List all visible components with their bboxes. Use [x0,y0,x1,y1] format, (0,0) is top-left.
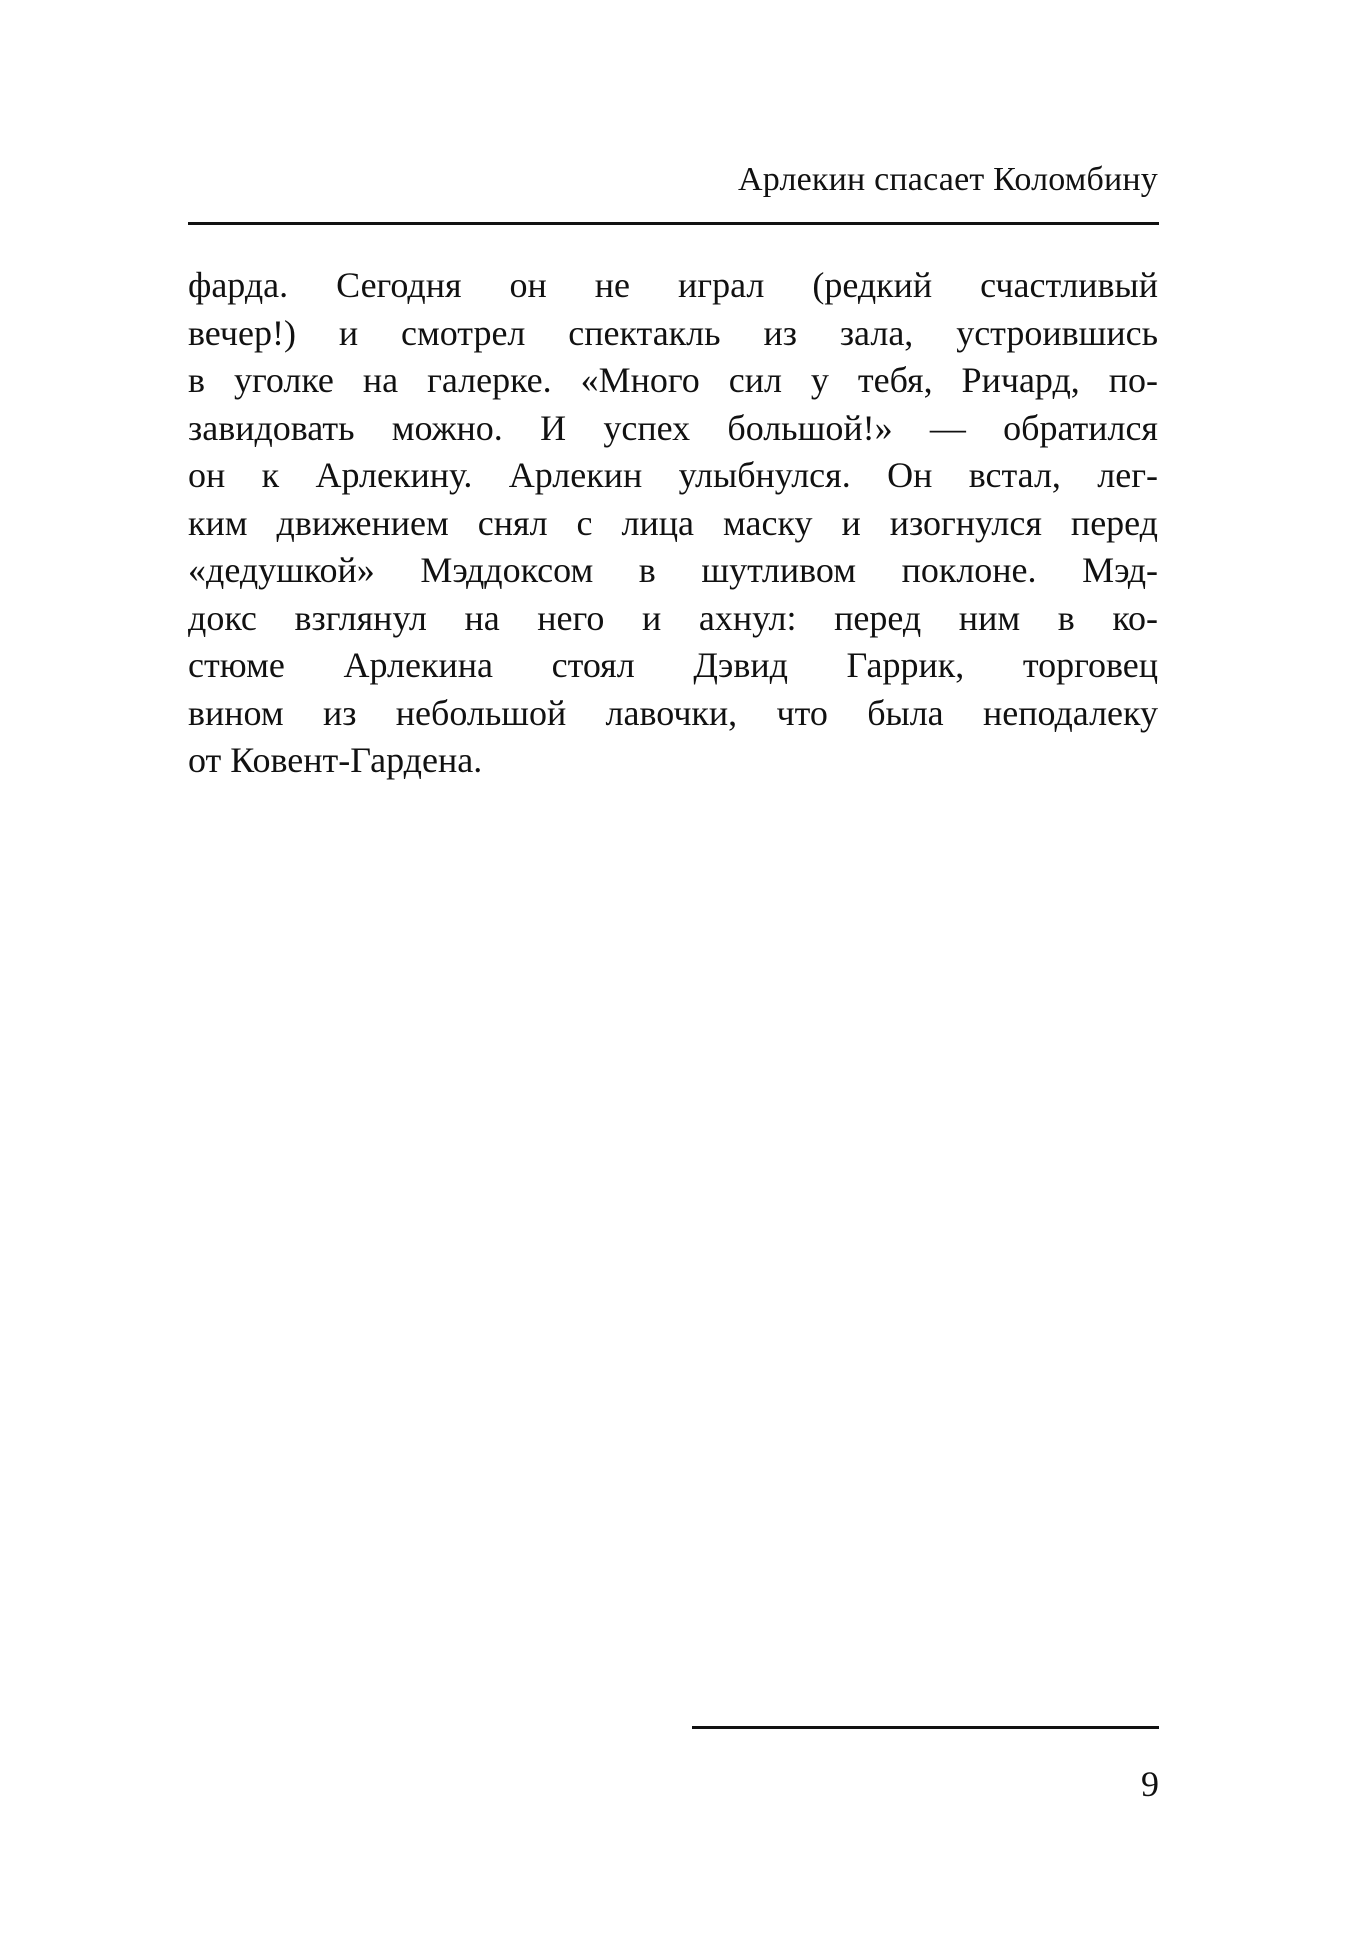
text-line: докс взглянул на него и ахнул: перед ним в ко- [188,597,1158,638]
text-line: завидовать можно. И успех большой!» — обратился [188,407,1158,448]
body-text [188,262,1158,785]
text-line: вином из небольшой лавочки, что была неподалеку [188,692,1158,733]
running-header: Арлекин спасает Коломбину [737,161,1158,198]
text-line: он к Арлекину. Арлекин улыбнулся. Он встал, лег- [188,455,1158,495]
text-line: в уголке на галерке. «Много сил у тебя, Ричард, по- [188,360,1158,400]
footer-rule [692,1726,1159,1729]
text-line: вечер!) и смотрел спектакль из зала, устроившись [188,312,1158,353]
text-line: стюме Арлекина стоял Дэвид Гаррик, торговец [188,645,1158,685]
text-line-last: от Ковент-Гардена. [188,740,483,780]
page-number: 9 [1141,1764,1159,1804]
text-line: «дедушкой» Мэддоксом в шутливом поклоне. Мэд- [188,550,1158,590]
text-line: фарда. Сегодня он не играл (редкий счастливый [188,265,1158,305]
text-line: ким движением снял с лица маску и изогнулся перед [188,502,1158,543]
header-rule [188,222,1159,225]
